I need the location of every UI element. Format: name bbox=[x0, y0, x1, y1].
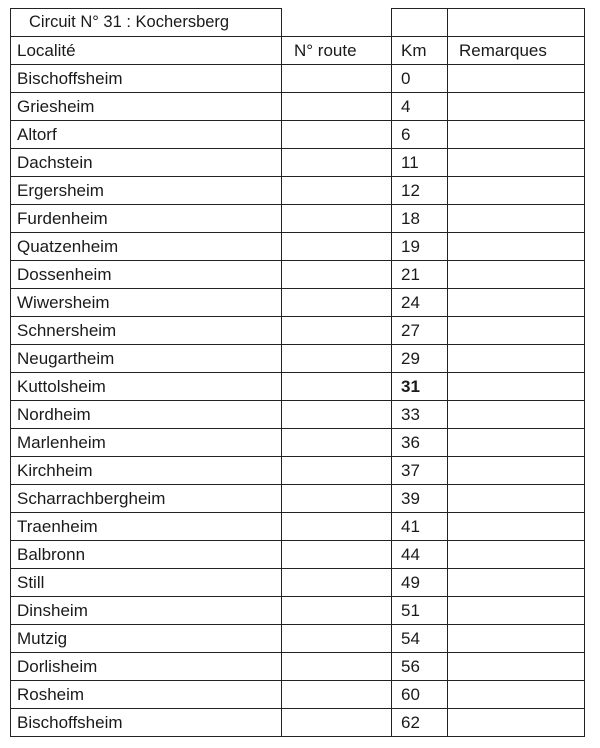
locality-cell: Rosheim bbox=[11, 681, 282, 709]
table-row bbox=[11, 65, 585, 93]
remarks-cell bbox=[448, 541, 585, 569]
remarks-cell bbox=[448, 205, 585, 233]
km-cell: 6 bbox=[392, 121, 448, 149]
remarks-cell bbox=[448, 149, 585, 177]
remarks-cell bbox=[448, 625, 585, 653]
route-cell bbox=[282, 261, 392, 289]
km-cell: 33 bbox=[392, 401, 448, 429]
table-row bbox=[11, 709, 585, 737]
route-cell bbox=[282, 121, 392, 149]
km-cell: 60 bbox=[392, 681, 448, 709]
remarks-cell bbox=[448, 177, 585, 205]
table-row bbox=[11, 373, 585, 401]
table-row bbox=[11, 625, 585, 653]
circuit-table bbox=[10, 8, 585, 737]
route-cell bbox=[282, 93, 392, 121]
km-cell: 0 bbox=[392, 65, 448, 93]
locality-cell: Bischoffsheim bbox=[11, 65, 282, 93]
locality-cell: Ergersheim bbox=[11, 177, 282, 205]
table-row bbox=[11, 345, 585, 373]
km-cell: 12 bbox=[392, 177, 448, 205]
km-cell: 36 bbox=[392, 429, 448, 457]
route-cell bbox=[282, 597, 392, 625]
km-cell: 18 bbox=[392, 205, 448, 233]
route-cell bbox=[282, 429, 392, 457]
locality-cell: Dinsheim bbox=[11, 597, 282, 625]
locality-cell: Wiwersheim bbox=[11, 289, 282, 317]
empty-cell bbox=[448, 9, 585, 37]
route-cell bbox=[282, 65, 392, 93]
locality-cell: Bischoffsheim bbox=[11, 709, 282, 737]
locality-cell: Altorf bbox=[11, 121, 282, 149]
locality-cell: Mutzig bbox=[11, 625, 282, 653]
table-row bbox=[11, 205, 585, 233]
route-cell bbox=[282, 345, 392, 373]
locality-cell: Dossenheim bbox=[11, 261, 282, 289]
km-cell: 27 bbox=[392, 317, 448, 345]
locality-cell: Balbronn bbox=[11, 541, 282, 569]
locality-cell: Traenheim bbox=[11, 513, 282, 541]
table-row bbox=[11, 541, 585, 569]
km-cell: 54 bbox=[392, 625, 448, 653]
km-cell: 62 bbox=[392, 709, 448, 737]
table-row bbox=[11, 177, 585, 205]
table-row bbox=[11, 233, 585, 261]
remarks-cell bbox=[448, 513, 585, 541]
km-cell: 19 bbox=[392, 233, 448, 261]
remarks-cell bbox=[448, 401, 585, 429]
locality-cell: Schnersheim bbox=[11, 317, 282, 345]
remarks-cell bbox=[448, 317, 585, 345]
km-cell: 41 bbox=[392, 513, 448, 541]
locality-cell: Griesheim bbox=[11, 93, 282, 121]
remarks-cell bbox=[448, 345, 585, 373]
km-cell: 56 bbox=[392, 653, 448, 681]
km-cell: 11 bbox=[392, 149, 448, 177]
empty-cell bbox=[392, 9, 448, 37]
locality-cell: Dorlisheim bbox=[11, 653, 282, 681]
remarks-cell bbox=[448, 289, 585, 317]
table-row bbox=[11, 149, 585, 177]
remarks-cell bbox=[448, 233, 585, 261]
route-cell bbox=[282, 653, 392, 681]
title-row bbox=[11, 9, 585, 37]
km-cell: 49 bbox=[392, 569, 448, 597]
remarks-cell bbox=[448, 457, 585, 485]
empty-cell bbox=[282, 9, 392, 37]
route-cell bbox=[282, 317, 392, 345]
route-cell bbox=[282, 205, 392, 233]
locality-cell: Scharrachbergheim bbox=[11, 485, 282, 513]
route-cell bbox=[282, 569, 392, 597]
km-cell: 51 bbox=[392, 597, 448, 625]
table-row bbox=[11, 569, 585, 597]
table-row bbox=[11, 597, 585, 625]
km-cell: 39 bbox=[392, 485, 448, 513]
remarks-cell bbox=[448, 373, 585, 401]
route-cell bbox=[282, 681, 392, 709]
route-cell bbox=[282, 709, 392, 737]
locality-cell: Dachstein bbox=[11, 149, 282, 177]
table-row bbox=[11, 261, 585, 289]
km-cell: 24 bbox=[392, 289, 448, 317]
header-km: Km bbox=[392, 37, 448, 65]
route-cell bbox=[282, 457, 392, 485]
remarks-cell bbox=[448, 93, 585, 121]
header-row bbox=[11, 37, 585, 65]
table-row bbox=[11, 429, 585, 457]
locality-cell: Marlenheim bbox=[11, 429, 282, 457]
remarks-cell bbox=[448, 65, 585, 93]
km-cell: 4 bbox=[392, 93, 448, 121]
km-cell: 37 bbox=[392, 457, 448, 485]
header-route: N° route bbox=[282, 37, 392, 65]
km-cell: 21 bbox=[392, 261, 448, 289]
route-cell bbox=[282, 625, 392, 653]
remarks-cell bbox=[448, 681, 585, 709]
table-row bbox=[11, 457, 585, 485]
route-cell bbox=[282, 401, 392, 429]
remarks-cell bbox=[448, 485, 585, 513]
locality-cell: Still bbox=[11, 569, 282, 597]
route-cell bbox=[282, 233, 392, 261]
table-row bbox=[11, 485, 585, 513]
table-row bbox=[11, 121, 585, 149]
km-cell: 31 bbox=[392, 373, 448, 401]
locality-cell: Furdenheim bbox=[11, 205, 282, 233]
route-cell bbox=[282, 541, 392, 569]
locality-cell: Nordheim bbox=[11, 401, 282, 429]
table-row bbox=[11, 93, 585, 121]
table-row bbox=[11, 289, 585, 317]
remarks-cell bbox=[448, 429, 585, 457]
km-cell: 29 bbox=[392, 345, 448, 373]
table-row bbox=[11, 681, 585, 709]
remarks-cell bbox=[448, 709, 585, 737]
table-row bbox=[11, 513, 585, 541]
remarks-cell bbox=[448, 121, 585, 149]
remarks-cell bbox=[448, 653, 585, 681]
route-cell bbox=[282, 149, 392, 177]
table-row bbox=[11, 317, 585, 345]
table-row bbox=[11, 401, 585, 429]
remarks-cell bbox=[448, 597, 585, 625]
route-cell bbox=[282, 373, 392, 401]
route-cell bbox=[282, 485, 392, 513]
header-locality: Localité bbox=[11, 37, 282, 65]
km-cell: 44 bbox=[392, 541, 448, 569]
route-cell bbox=[282, 289, 392, 317]
locality-cell: Kirchheim bbox=[11, 457, 282, 485]
remarks-cell bbox=[448, 569, 585, 597]
circuit-title: Circuit N° 31 : Kochersberg bbox=[11, 9, 282, 37]
locality-cell: Quatzenheim bbox=[11, 233, 282, 261]
header-remarks: Remarques bbox=[448, 37, 585, 65]
remarks-cell bbox=[448, 261, 585, 289]
table-row bbox=[11, 653, 585, 681]
route-cell bbox=[282, 513, 392, 541]
locality-cell: Kuttolsheim bbox=[11, 373, 282, 401]
route-cell bbox=[282, 177, 392, 205]
locality-cell: Neugartheim bbox=[11, 345, 282, 373]
